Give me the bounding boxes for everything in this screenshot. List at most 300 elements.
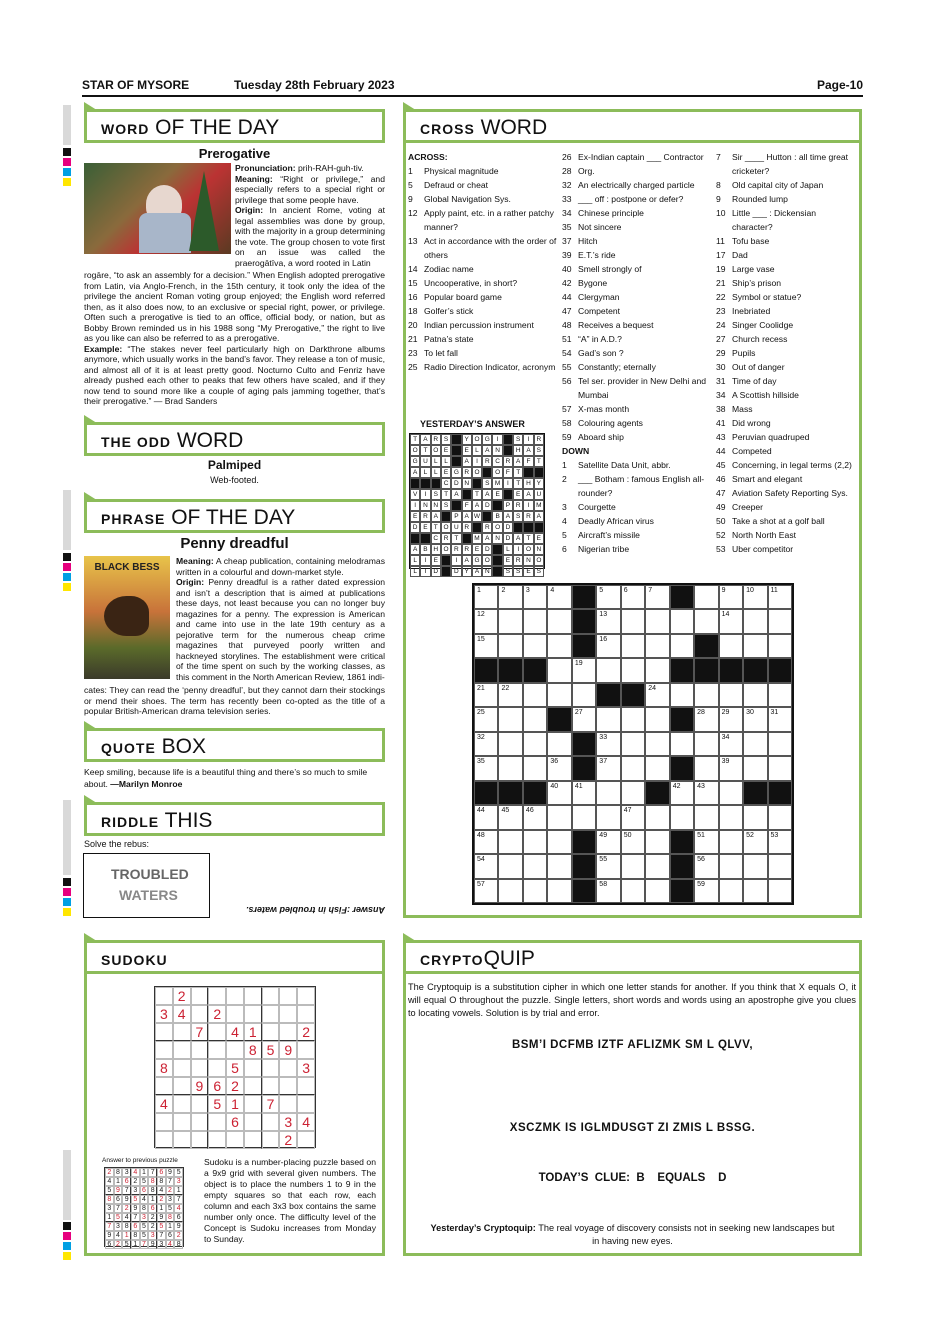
sudoku-cell[interactable] [297,1095,315,1113]
sudoku-cell[interactable] [155,1041,173,1059]
crossword-cell[interactable] [719,830,743,854]
crossword-cell[interactable] [498,609,522,633]
prev-sudoku-cell: 8 [105,1195,114,1204]
crossword-cell[interactable]: 53 [768,830,792,854]
margin-strip [63,800,71,875]
clue-item: 18 Golfer’s stick [408,306,474,316]
answer-cell: R [462,522,472,533]
answer-cell [503,445,513,456]
prev-sudoku-cell: 8 [140,1204,149,1213]
clue-item: 41 Did wrong [716,418,771,428]
crossword-cell[interactable]: 35 [474,756,498,780]
crossword-cell[interactable]: 47 [621,805,645,829]
crossword-cell[interactable]: 57 [474,879,498,903]
sudoku-cell[interactable] [244,987,262,1005]
crossword-cell[interactable] [694,609,718,633]
clue-item: 9 Rounded lump [716,194,788,204]
prev-sudoku-cell: 2 [166,1186,175,1195]
answer-cell: T [523,533,533,544]
crossword-cell[interactable]: 37 [596,756,620,780]
crossword-cell[interactable] [498,756,522,780]
clue-item: 8 Old capital city of Japan [716,180,824,190]
crossword-cell[interactable] [621,756,645,780]
crossword-cell[interactable]: 41 [572,781,596,805]
clue-item: 12 Apply paint, etc. in a rather patchy manner? [408,208,554,232]
clue-item: 47 Competent [562,306,621,316]
crossword-cell[interactable] [768,854,792,878]
sudoku-cell[interactable] [262,1077,280,1095]
crossword-cell[interactable]: 2 [498,585,522,609]
crossword-cell[interactable]: 34 [719,732,743,756]
sudoku-cell[interactable] [173,1059,191,1077]
crossword-cell[interactable] [694,585,718,609]
answer-cell: R [482,456,492,467]
crossword-cell[interactable] [621,658,645,682]
answer-cell: R [534,434,544,445]
sudoku-cell[interactable] [226,987,244,1005]
crossword-cell[interactable] [719,781,743,805]
crossword-cell[interactable] [596,805,620,829]
answer-cell: A [451,489,461,500]
crossword-cell[interactable] [743,854,767,878]
prev-sudoku-cell: 1 [131,1240,140,1249]
prev-sudoku-cell: 5 [140,1222,149,1231]
crossword-cell[interactable] [596,707,620,731]
answer-cell: A [462,511,472,522]
answer-cell [492,500,502,511]
sudoku-cell[interactable] [262,987,280,1005]
prev-sudoku-cell: 7 [148,1168,157,1177]
reg-mark [63,888,71,896]
crossword-cell[interactable]: 31 [768,707,792,731]
crossword-cell[interactable] [547,658,571,682]
crossword-cell[interactable]: 10 [743,585,767,609]
crossword-cell[interactable] [547,805,571,829]
answer-cell: D [451,478,461,489]
crossword-cell[interactable] [523,634,547,658]
crossword-cell[interactable] [719,634,743,658]
crossword-cell[interactable]: 14 [719,609,743,633]
crossword-cell[interactable] [621,707,645,731]
crossword-cell[interactable]: 28 [694,707,718,731]
sudoku-cell[interactable] [279,987,297,1005]
crossword-cell[interactable] [645,658,669,682]
sudoku-cell[interactable] [226,1041,244,1059]
sudoku-cell[interactable] [279,1023,297,1041]
crossword-cell[interactable]: 3 [523,585,547,609]
crossword-cell[interactable] [572,683,596,707]
crossword-cell[interactable] [645,879,669,903]
clues-column-3 [716,150,859,556]
crossword-cell[interactable] [645,609,669,633]
sudoku-cell[interactable] [279,1095,297,1113]
answer-cell: T [534,456,544,467]
crossword-cell[interactable] [768,609,792,633]
prev-sudoku-cell: 3 [166,1195,175,1204]
crossword-cell[interactable]: 39 [719,756,743,780]
answer-cell: E [410,511,420,522]
crossword-cell[interactable]: 25 [474,707,498,731]
crossword-cell[interactable] [572,805,596,829]
sudoku-cell[interactable] [208,1059,226,1077]
answer-cell [523,467,533,478]
crossword-cell[interactable] [621,879,645,903]
answer-cell: I [420,555,430,566]
answer-cell: U [451,522,461,533]
crossword-cell[interactable] [743,609,767,633]
crossword-cell[interactable]: 15 [474,634,498,658]
crossword-cell[interactable]: 21 [474,683,498,707]
crossword-cell[interactable] [523,707,547,731]
answer-cell: I [523,434,533,445]
sudoku-cell[interactable] [155,987,173,1005]
crossword-cell[interactable]: 49 [596,830,620,854]
crossword-cell[interactable] [547,830,571,854]
crossword-cell[interactable] [645,707,669,731]
crossword-cell[interactable]: 27 [572,707,596,731]
crossword-cell[interactable]: 19 [572,658,596,682]
clue-item: 35 Not sincere [562,222,622,232]
prev-sudoku-cell: 1 [122,1231,131,1240]
crossword-cell[interactable] [498,830,522,854]
crossword-cell[interactable]: 12 [474,609,498,633]
crossword-cell[interactable] [694,756,718,780]
crossword-cell [572,732,596,756]
sudoku-cell[interactable] [244,1005,262,1023]
sudoku-cell[interactable] [262,1113,280,1131]
crossword-cell [572,879,596,903]
answer-cell: T [513,467,523,478]
crossword-cell[interactable]: 48 [474,830,498,854]
sudoku-cell[interactable] [173,1041,191,1059]
prev-sudoku-cell: 1 [105,1213,114,1222]
sudoku-cell[interactable] [173,1077,191,1095]
reg-mark [63,178,71,186]
crossword-cell [572,609,596,633]
prev-sudoku-cell: 5 [166,1204,175,1213]
crossword-cell[interactable] [670,634,694,658]
crossword-cell[interactable]: 1 [474,585,498,609]
sudoku-cell[interactable] [191,1113,209,1131]
clue-item: 50 Take a shot at a golf ball [716,516,825,526]
crossword-cell[interactable] [547,634,571,658]
crossword-cell[interactable]: 11 [768,585,792,609]
answer-cell [451,445,461,456]
sudoku-cell[interactable] [208,1131,226,1149]
crossword-cell[interactable]: 5 [596,585,620,609]
sudoku-cell[interactable] [155,1023,173,1041]
prev-sudoku-cell: 2 [148,1213,157,1222]
answer-cell: H [523,478,533,489]
crossword-cell[interactable]: 45 [498,805,522,829]
crossword-cell[interactable]: 40 [547,781,571,805]
crossword-cell[interactable]: 51 [694,830,718,854]
answer-cell: E [523,566,533,577]
prev-sudoku-cell: 6 [122,1177,131,1186]
sudoku-cell: 3 [279,1113,297,1131]
answer-cell: O [523,544,533,555]
penny-dreadful-cover: BLACK BESS [84,556,170,679]
sudoku-cell[interactable] [155,1131,173,1149]
crossword-cell[interactable] [719,879,743,903]
crossword-cell[interactable] [621,854,645,878]
crossword-cell[interactable]: 24 [645,683,669,707]
crossword-cell[interactable]: 30 [743,707,767,731]
crossword-cell[interactable] [523,683,547,707]
crossword-cell[interactable]: 52 [743,830,767,854]
crossword-cell [523,658,547,682]
sudoku-cell[interactable] [191,1131,209,1149]
crossword-cell[interactable] [523,732,547,756]
crossword-cell[interactable]: 29 [719,707,743,731]
crossword-cell[interactable] [523,756,547,780]
clue-item: 5 Defraud or cheat [408,180,489,190]
crossword-cell[interactable]: 33 [596,732,620,756]
answer-cell: G [482,434,492,445]
sudoku-grid[interactable] [154,986,316,1148]
sudoku-cell[interactable] [191,1041,209,1059]
crossword-cell[interactable] [719,854,743,878]
crossword-cell[interactable]: 55 [596,854,620,878]
crossword-cell[interactable] [645,756,669,780]
crossword-cell[interactable] [547,879,571,903]
crossword-cell[interactable] [743,683,767,707]
crossword-cell[interactable] [768,879,792,903]
answer-cell: R [482,522,492,533]
crossword-cell[interactable] [645,732,669,756]
crossword-cell[interactable] [547,732,571,756]
crossword-cell[interactable] [719,683,743,707]
sudoku-cell[interactable] [155,1113,173,1131]
sudoku-cell[interactable] [279,1059,297,1077]
answer-cell: O [492,467,502,478]
sudoku-cell[interactable] [244,1059,262,1077]
crossword-cell[interactable]: 16 [596,634,620,658]
answer-cell: R [441,533,451,544]
answer-cell: A [472,566,482,577]
sudoku-cell: 4 [173,1005,191,1023]
cryptoquip-heading: CRYPTOQUIP [403,940,862,974]
sudoku-cell[interactable] [297,1005,315,1023]
crossword-cell[interactable] [694,732,718,756]
crossword-cell[interactable] [498,707,522,731]
crossword-cell[interactable]: 56 [694,854,718,878]
sudoku-cell[interactable] [279,1077,297,1095]
answer-cell: A [431,511,441,522]
crossword-cell[interactable] [498,879,522,903]
clue-item: 21 Ship’s prison [716,278,782,288]
crossword-cell [498,658,522,682]
sudoku-cell[interactable] [244,1113,262,1131]
crossword-cell[interactable] [694,805,718,829]
answer-cell [451,456,461,467]
sudoku-cell[interactable] [208,1041,226,1059]
answer-cell: A [534,511,544,522]
reg-mark [63,1252,71,1260]
sudoku-cell: 4 [297,1113,315,1131]
answer-cell: O [472,467,482,478]
prev-sudoku-cell: 2 [148,1222,157,1231]
prev-sudoku-cell: 2 [131,1177,140,1186]
crossword-cell[interactable] [547,609,571,633]
crossword-cell[interactable]: 6 [621,585,645,609]
crossword-cell[interactable] [596,781,620,805]
crossword-cell[interactable] [743,732,767,756]
quote-text: Keep smiling, because life is a beautiful thing and there’s so much to smile about. —Marilyn Monroe [84,767,368,789]
sudoku-cell[interactable] [191,1095,209,1113]
sudoku-cell[interactable] [191,1005,209,1023]
sudoku-cell[interactable] [208,1023,226,1041]
crossword-cell[interactable] [621,634,645,658]
sudoku-cell[interactable] [244,1131,262,1149]
prev-sudoku-cell: 1 [114,1177,123,1186]
crossword-cell[interactable] [523,879,547,903]
crossword-cell[interactable]: 32 [474,732,498,756]
answer-cell: N [523,555,533,566]
answer-cell: G [451,467,461,478]
sudoku-cell[interactable] [244,1095,262,1113]
crossword-cell[interactable]: 13 [596,609,620,633]
crossword-grid[interactable] [472,583,794,905]
sudoku-cell[interactable] [191,987,209,1005]
answer-cell: S [503,566,513,577]
prev-sudoku-cell: 8 [122,1222,131,1231]
crossword-cell [572,634,596,658]
crossword-cell[interactable]: 59 [694,879,718,903]
sudoku-cell[interactable] [173,1023,191,1041]
crossword-cell[interactable] [670,683,694,707]
crossword-cell[interactable]: 22 [498,683,522,707]
crossword-cell[interactable] [621,781,645,805]
sudoku-cell[interactable] [244,1077,262,1095]
crossword-cell[interactable] [645,854,669,878]
crossword-cell[interactable] [743,756,767,780]
crossword-cell[interactable] [645,634,669,658]
crossword-cell[interactable]: 42 [670,781,694,805]
sudoku-cell[interactable] [208,1113,226,1131]
sudoku-cell[interactable] [262,1059,280,1077]
crossword-cell[interactable] [743,879,767,903]
sudoku-cell[interactable] [262,1023,280,1041]
prev-sudoku-cell: 4 [131,1168,140,1177]
crossword-cell[interactable] [523,609,547,633]
sudoku-cell[interactable] [173,1113,191,1131]
crossword-cell[interactable] [645,830,669,854]
prev-sudoku-cell: 7 [114,1204,123,1213]
sudoku-cell[interactable] [173,1131,191,1149]
answer-cell: V [410,489,420,500]
answer-cell: I [451,555,461,566]
crossword-cell[interactable] [768,732,792,756]
sudoku-cell: 8 [244,1041,262,1059]
prev-sudoku-cell: 7 [174,1195,183,1204]
sudoku-cell: 8 [155,1059,173,1077]
crossword-cell[interactable] [498,732,522,756]
masthead: STAR OF MYSORE [82,78,190,92]
crossword-cell[interactable]: 7 [645,585,669,609]
crossword-cell[interactable] [768,756,792,780]
answer-cell: D [482,500,492,511]
phrase-body-top: Meaning: A cheap publication, containing melodramas written in a colourful and down-market style. Origin: Penny dreadful is a rather dated expression and isn’t a description that is aimed at publications these days, not least because you can no longer buy magazines for a penny. The expression is American and came into use in the late 19th century as a pejorative term for the numerous cheap crime magazines that purveyed poorly written and hackneyed storylines. The establishment were critical of the time spent on such by the working classes, as this comment in the North American Review, 1861 indi- [176,556,386,682]
sudoku-cell[interactable] [297,1131,315,1149]
crossword-cell[interactable]: 46 [523,805,547,829]
answer-cell [482,511,492,522]
answer-cell: L [431,456,441,467]
sudoku-cell[interactable] [297,1041,315,1059]
crossword-cell[interactable]: 54 [474,854,498,878]
sudoku-cell[interactable] [297,1077,315,1095]
crossword-cell[interactable] [498,854,522,878]
crossword-cell[interactable] [670,609,694,633]
crossword-cell [547,707,571,731]
crossword-cell[interactable] [596,658,620,682]
crossword-cell[interactable]: 36 [547,756,571,780]
prev-sudoku-cell: 2 [122,1204,131,1213]
clue-item: 47 Aviation Safety Reporting Sys. [716,488,848,498]
crossword-cell[interactable] [547,854,571,878]
crossword-cell[interactable] [694,683,718,707]
answer-cell [492,566,502,577]
crossword-cell[interactable]: 4 [547,585,571,609]
sudoku-cell[interactable] [262,1131,280,1149]
crossword-cell[interactable] [670,805,694,829]
crossword-cell[interactable]: 43 [694,781,718,805]
answer-cell: E [431,555,441,566]
prev-sudoku-cell: 4 [166,1240,175,1249]
answer-cell [503,489,513,500]
sudoku-cell[interactable] [297,987,315,1005]
reg-mark [63,148,71,156]
crossword-cell[interactable] [768,683,792,707]
crossword-cell [498,781,522,805]
prev-sudoku-cell: 4 [174,1204,183,1213]
crossword-cell [670,585,694,609]
sudoku-cell[interactable] [173,1095,191,1113]
crossword-cell[interactable] [621,609,645,633]
crossword-cell[interactable] [743,805,767,829]
crossword-cell[interactable] [547,683,571,707]
crossword-cell[interactable] [498,634,522,658]
sudoku-cell[interactable] [208,987,226,1005]
answer-cell [513,522,523,533]
sudoku-cell[interactable] [279,1005,297,1023]
crossword-cell[interactable] [743,634,767,658]
crossword-cell [621,683,645,707]
crossword-cell[interactable] [768,634,792,658]
crossword-cell[interactable] [523,854,547,878]
crossword-cell[interactable]: 9 [719,585,743,609]
sudoku-cell[interactable] [226,1131,244,1149]
crossword-cell[interactable] [621,732,645,756]
crossword-cell[interactable] [523,830,547,854]
crossword-cell[interactable] [645,805,669,829]
answer-cell: E [462,445,472,456]
crossword-cell[interactable]: 58 [596,879,620,903]
crossword-cell[interactable] [719,805,743,829]
sudoku-cell[interactable] [262,1005,280,1023]
sudoku-cell[interactable] [226,1005,244,1023]
answer-cell: C [441,478,451,489]
sudoku-cell[interactable] [191,1059,209,1077]
crossword-cell[interactable] [670,732,694,756]
answer-cell: O [410,445,420,456]
phrase-body: cates: They can read the ‘penny dreadful’, but they cannot darn their stockings or mend their shoes. The term has recently been co-opted as the title of a popular British-American drama television series. [84,685,385,716]
crossword-cell[interactable] [768,805,792,829]
crossword-cell[interactable]: 50 [621,830,645,854]
sudoku-cell[interactable] [155,1077,173,1095]
crossword-cell[interactable]: 44 [474,805,498,829]
crossword-cell [572,756,596,780]
